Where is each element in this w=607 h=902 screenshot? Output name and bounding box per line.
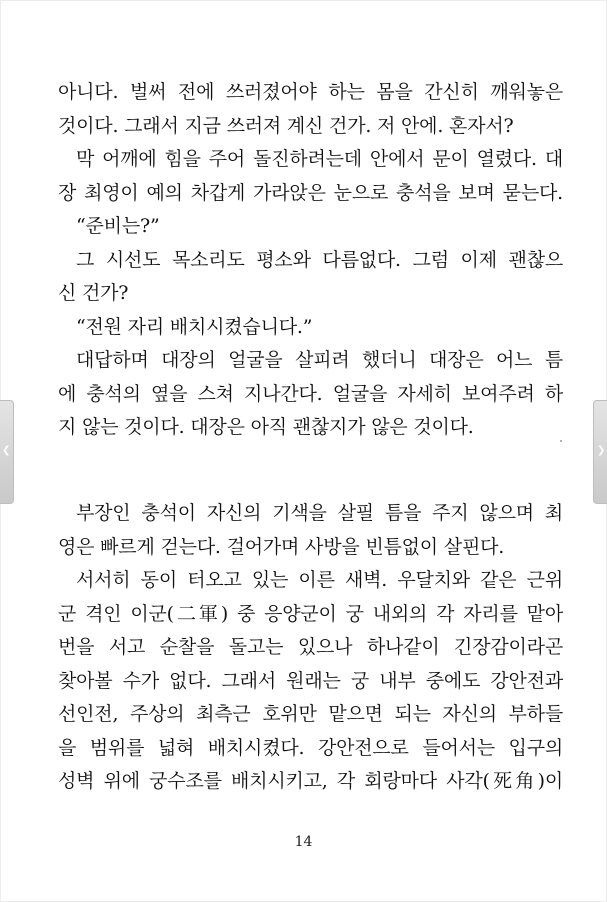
text-section-top <box>58 76 563 445</box>
text-line: 신 건가? <box>58 282 129 304</box>
text-line: 부장인 충석이 자신의 기색을 살필 틈을 주지 않으며 최 <box>76 502 563 524</box>
text-line: 에 충석의 옆을 스쳐 지나간다. 얼굴을 자세히 보여주려 하 <box>58 382 563 405</box>
text-line: 막 어깨에 힘을 주어 돌진하려는데 안에서 문이 열렸다. 대 <box>76 148 563 170</box>
scan-speck <box>560 440 562 442</box>
text-line: 번을 서고 순찰을 돌고는 있으나 하나같이 긴장감이라곤 <box>58 636 563 658</box>
dialogue-line: “전원 자리 배치시켰습니다.” <box>76 315 313 338</box>
text-line: 장 최영이 예의 차갑게 가라앉은 눈으로 충석을 보며 묻는다. <box>58 181 563 204</box>
text-line: 지 않는 것이다. 대장은 아직 괜찮지가 않은 것이다. <box>58 416 474 438</box>
text-line: 군 격인 이군(二軍) 중 응양군이 궁 내외의 각 자리를 맡아 <box>58 602 563 625</box>
text-line: 그 시선도 목소리도 평소와 다름없다. 그럼 이제 괜찮으 <box>76 248 563 271</box>
text-section-bottom <box>58 497 563 799</box>
next-page-button[interactable] <box>593 400 607 504</box>
chevron-right-icon: ❯ <box>597 445 606 456</box>
dialogue-line: “준비는?” <box>76 215 160 237</box>
text-line: 영은 빠르게 걷는다. 걸어가며 사방을 빈틈없이 살핀다. <box>58 535 505 558</box>
text-line: 것이다. 그래서 지금 쓰러져 계신 건가. 저 안에. 혼자서? <box>58 114 514 137</box>
text-line: 찾아볼 수가 없다. 그래서 원래는 궁 내부 중에도 강안전과 <box>58 669 563 692</box>
text-line: 아니다. 벌써 전에 쓰러졌어야 하는 몸을 간신히 깨워놓은 <box>58 81 563 103</box>
chevron-left-icon: ❮ <box>2 445 11 456</box>
page-number: 14 <box>294 834 313 850</box>
text-line: 선인전, 주상의 최측근 호위만 맡으면 되는 자신의 부하들 <box>58 703 563 725</box>
text-line: 을 범위를 넓혀 배치시켰다. 강안전으로 들어서는 입구의 <box>58 736 563 759</box>
previous-page-button[interactable] <box>0 400 14 504</box>
text-line: 대답하며 대장의 얼굴을 살피려 했더니 대장은 어느 틈 <box>76 349 563 371</box>
text-line: 서서히 동이 터오고 있는 이른 새벽. 우달치와 같은 근위 <box>76 569 563 591</box>
text-line: 성벽 위에 궁수조를 배치시키고, 각 회랑마다 사각(死角)이 <box>58 770 563 792</box>
